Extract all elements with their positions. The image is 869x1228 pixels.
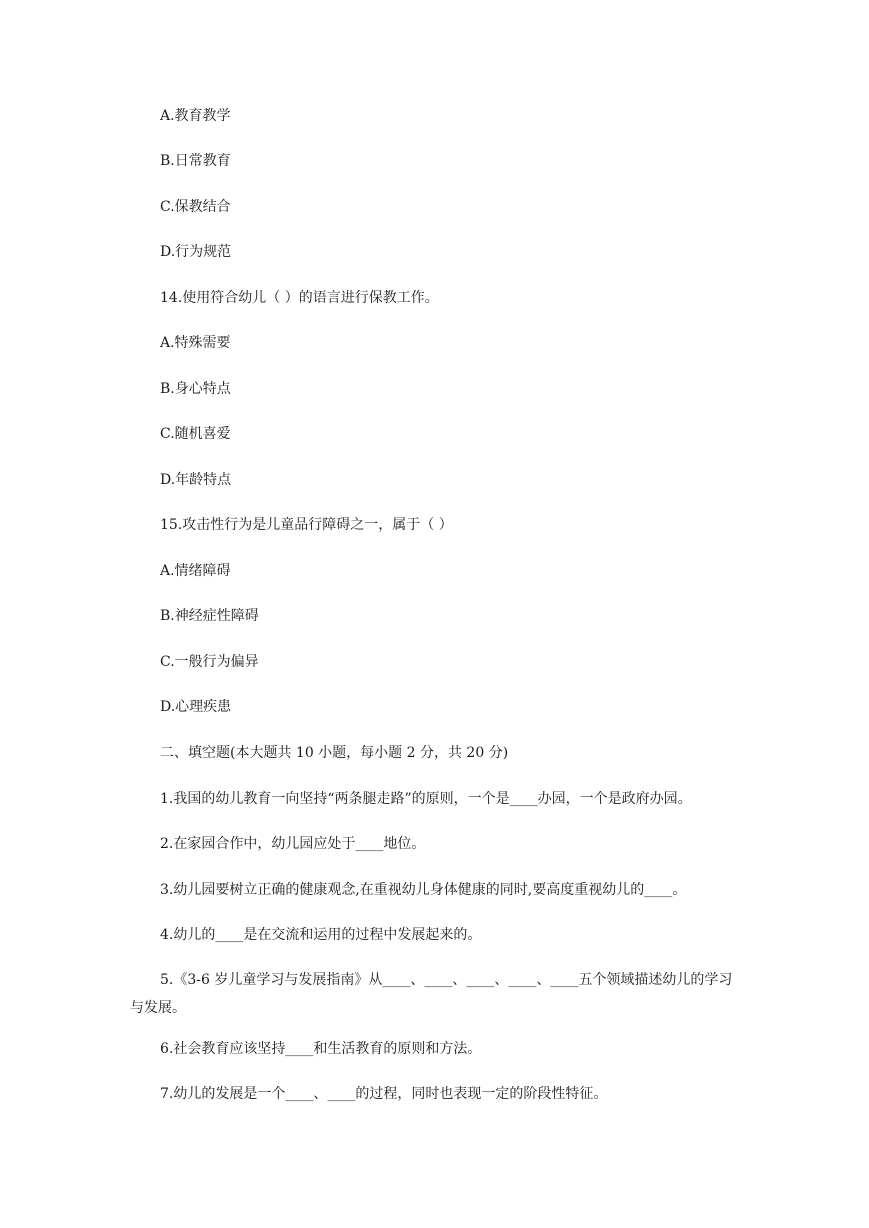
option-14b: B.身心特点: [160, 381, 231, 397]
option-14a: A.特殊需要: [160, 335, 231, 351]
option-13b: B.日常教育: [160, 153, 231, 169]
option-15c: C.一般行为偏异: [160, 654, 259, 670]
fill-question-1: 1.我国的幼儿教育一向坚持“两条腿走路”的原则，一个是____办园，一个是政府办园。: [160, 791, 692, 807]
option-15d: D.心理疾患: [160, 699, 232, 715]
option-14d: D.年龄特点: [160, 472, 232, 488]
option-15a: A.情绪障碍: [160, 563, 231, 579]
option-14c: C.随机喜爱: [160, 426, 231, 442]
option-13a: A.教育教学: [160, 108, 231, 124]
question-15: 15.攻击性行为是儿童品行障碍之一，属于（ ）: [160, 517, 453, 533]
fill-question-2: 2.在家园合作中，幼儿园应处于____地位。: [160, 836, 426, 852]
fill-question-7: 7.幼儿的发展是一个____、____的过程，同时也表现一定的阶段性特征。: [160, 1086, 608, 1102]
fill-question-5: 5.《3-6 岁儿童学习与发展指南》从____、____、____、____、____五个领域描述幼儿的学习与发展。: [130, 972, 733, 1016]
section-title-fill-in: 二、填空题(本大题共 10 小题，每小题 2 分，共 20 分): [160, 745, 509, 761]
option-13d: D.行为规范: [160, 244, 232, 260]
option-15b: B.神经症性障碍: [160, 608, 259, 624]
fill-question-6: 6.社会教育应该坚持____和生活教育的原则和方法。: [160, 1041, 482, 1057]
fill-question-3: 3.幼儿园要树立正确的健康观念,在重视幼儿身体健康的同时,要高度重视幼儿的____。: [160, 882, 687, 898]
question-14: 14.使用符合幼儿（ ）的语言进行保教工作。: [160, 290, 439, 306]
option-13c: C.保教结合: [160, 199, 231, 215]
fill-question-4: 4.幼儿的____是在交流和运用的过程中发展起来的。: [160, 927, 482, 943]
